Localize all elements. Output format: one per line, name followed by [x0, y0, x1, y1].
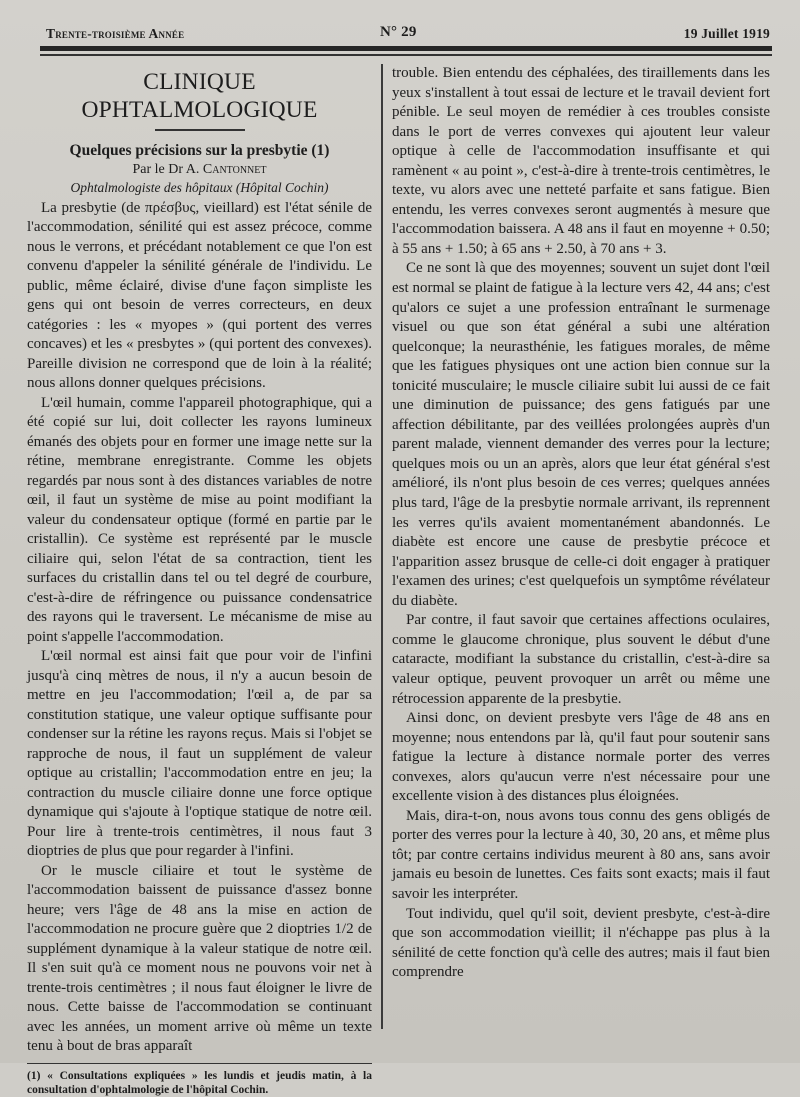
header-date: 19 Juillet 1919	[683, 26, 770, 41]
column-divider	[381, 64, 383, 1029]
header-rule-thin	[40, 54, 772, 56]
left-paragraph-3: L'œil normal est ainsi fait que pour voir de l'infini jusqu'à cinq mètres de nous, il n'y a aucun besoin de mettre en jeu l'accommodation; l'œil a, de par sa constitution statique, une valeur optique suffisante pour condenser sur la rétine les rayons reçus. Mais si l'objet se rapproche de nous, il faut un supplément de valeur optique au cristallin; l'accommodation entre en jeu; la contraction du muscle ciliaire donne une force optique dynamique qui s'ajoute à l'optique statique de notre œil. Pour lire à trente-trois centimètres, il nous faut 3 dioptries de plus que pour regarder à l'infini.	[27, 648, 372, 859]
left-paragraph-4: Or le muscle ciliaire et tout le système de l'accommodation baissent de puissance d'assez bonne heure; vers l'âge de 48 ans la mise en action de l'accommodation ne procure guère que 2 dioptries 1/2 de supplément dynamique à la valeur statique de notre œil. Il s'en suit qu'à ce moment nous ne pouvons voir net à trente-trois centimètres ; il nous faut éloigner le livre de nous. Cette baisse de l'accommodation se continuant avec les années, un moment arrive où même un texte tenu à bout de bras apparaît	[27, 862, 372, 1054]
right-column	[392, 64, 770, 983]
page-header	[46, 24, 770, 46]
footnote: (1) « Consultations expliquées » les lundis et jeudis matin, à la consultation d'ophtalmologie de l'hôpital Cochin.	[27, 1070, 372, 1096]
author-affiliation: Ophtalmologiste des hôpitaux (Hôpital Cochin)	[70, 179, 329, 195]
header-rule-thick	[40, 46, 772, 51]
right-paragraph-1: trouble. Bien entendu des céphalées, des tiraillements dans les yeux s'installent à tout essai de lecture et le travail devient fort pénible. Le seul moyen de remédier à ces troubles consiste dans le port de verres convexes qui ajoutent leur valeur optique à celle de l'accommodation insuffisante et qui ramènent « au point », c'est-à-dire à trente-trois centimètres, le texte, vu alors avec une netteté parfaite et sans fatigue. Bien entendu, les verres convexes seront augmentés à mesure que l'accommodation baissera. A 48 ans il faut en moyenne + 0.50; à 55 ans + 1.50; à 65 ans + 2.50, à 70 ans + 3.	[392, 65, 770, 257]
left-paragraph-2: L'œil humain, comme l'appareil photographique, qui a été copié sur lui, doit collecter les rayons lumineux émanés des objets pour en former une image nette sur la rétine, membrane enregistrante. Comme les objets regardés par nous sont à des distances variables de notre œil, il faut un système de mise au point modifiant la valeur du condensateur optique (formé en partie par le cristallin). Ce système est représenté par le muscle ciliaire qui, selon l'état de sa contraction, tient les surfaces du cristallin dans tel ou tel degré de courbure, c'est-à-dire de réfringence ou puissance condensatrice des rayons qui le traversent. Le mécanisme de mise au point s'appelle l'accommodation.	[27, 394, 372, 645]
left-paragraph-1: La presbytie (de πρέσβυς, vieillard) est l'état sénile de l'accommodation, sénilité qui est assez précoce, comme nous le verrons, et précédant notablement ce que l'on est convenu d'appeler la sénilité générale de l'individu. Le public, même éclairé, divise d'une façon simpliste les gens qui ont besoin de verres correcteurs, en deux catégories : les « myopes » (qui portent des verres concaves) et les « presbytes » (qui portent des convexes). Pareille division ne correspond que de loin à la réalité; nous allons donner quelques précisions.	[27, 199, 372, 391]
header-year: Trente-troisième Année	[46, 26, 185, 41]
right-paragraph-2: Ce ne sont là que des moyennes; souvent un sujet dont l'œil est normal se plaint de fatigue à la lecture vers 42, 44 ans; c'est qu'alors ce sujet a une profession entraînant le surmenage visuel ou que son état général a subi une altération quelconque; la neurasthénie, les fatigues morales, de même que les fatigues physiques ont une action bien connue sur la tonicité musculaire; le muscle ciliaire subit lui aussi de ce fait une diminution de puissance; des gens fatigués par une affection débilitante, par des veillées prolongées auprès d'un parent malade, viennent demander des verres pour la lecture; quelques mois ou un an après, alors que leur état général s'est amélioré, ils n'ont plus besoin de ces verres; quelques années plus tard, l'âge de la presbytie normale arrivant, ils reprennent les verres qu'ils avaient momentanément abandonnés. Le diabète est encore une cause de presbytie précoce et l'apparition assez brusque de celle-ci doit engager à pratiquer l'examen des urines; c'est quelquefois un symptôme révélateur du diabète.	[392, 260, 770, 609]
right-paragraph-4: Ainsi donc, on devient presbyte vers l'âge de 48 ans en moyenne; nous entendons par là, qu'il faut pour soutenir sans fatigue la lecture à distance normale porter des verres convexes, alors qu'aucun verre n'est nécessaire pour une excellente vision à des distances plus éloignées.	[392, 710, 770, 805]
left-column	[27, 64, 372, 1097]
section-title-rule	[155, 129, 245, 131]
right-paragraph-6: Tout individu, quel qu'il soit, devient presbyte, c'est-à-dire que son accommodation vieillit; il n'échappe pas plus à la sénilité de cette fonction qu'à celle des autres; mais il faut bien comprendre	[392, 905, 770, 981]
right-paragraph-5: Mais, dira-t-on, nous avons tous connu des gens obligés de porter des verres pour la lecture à 40, 30, 20 ans, et même plus tôt; par contre certains individus meurent à 80 ans, sans avoir jamais eu besoin de lunettes. Ces faits sont exacts; mais il faut savoir les interpréter.	[392, 807, 770, 902]
section-title: CLINIQUE OPHTALMOLOGIQUE	[81, 69, 318, 123]
article-byline	[27, 161, 372, 179]
author-name: Cantonnet	[202, 161, 267, 177]
article-title: Quelques précisions sur la presbytie (1)	[69, 141, 330, 159]
right-paragraph-3: Par contre, il faut savoir que certaines affections oculaires, comme le glaucome chronique, plus souvent le début d'une cataracte, modifiant la substance du cristallin, c'est-à-dire sa valeur optique, peuvent provoquer un arrêt ou même une rétrocession apparente de la presbytie.	[392, 612, 770, 707]
byline-prefix: Par le Dr A.	[132, 161, 200, 177]
header-issue-number: N° 29	[380, 24, 417, 40]
